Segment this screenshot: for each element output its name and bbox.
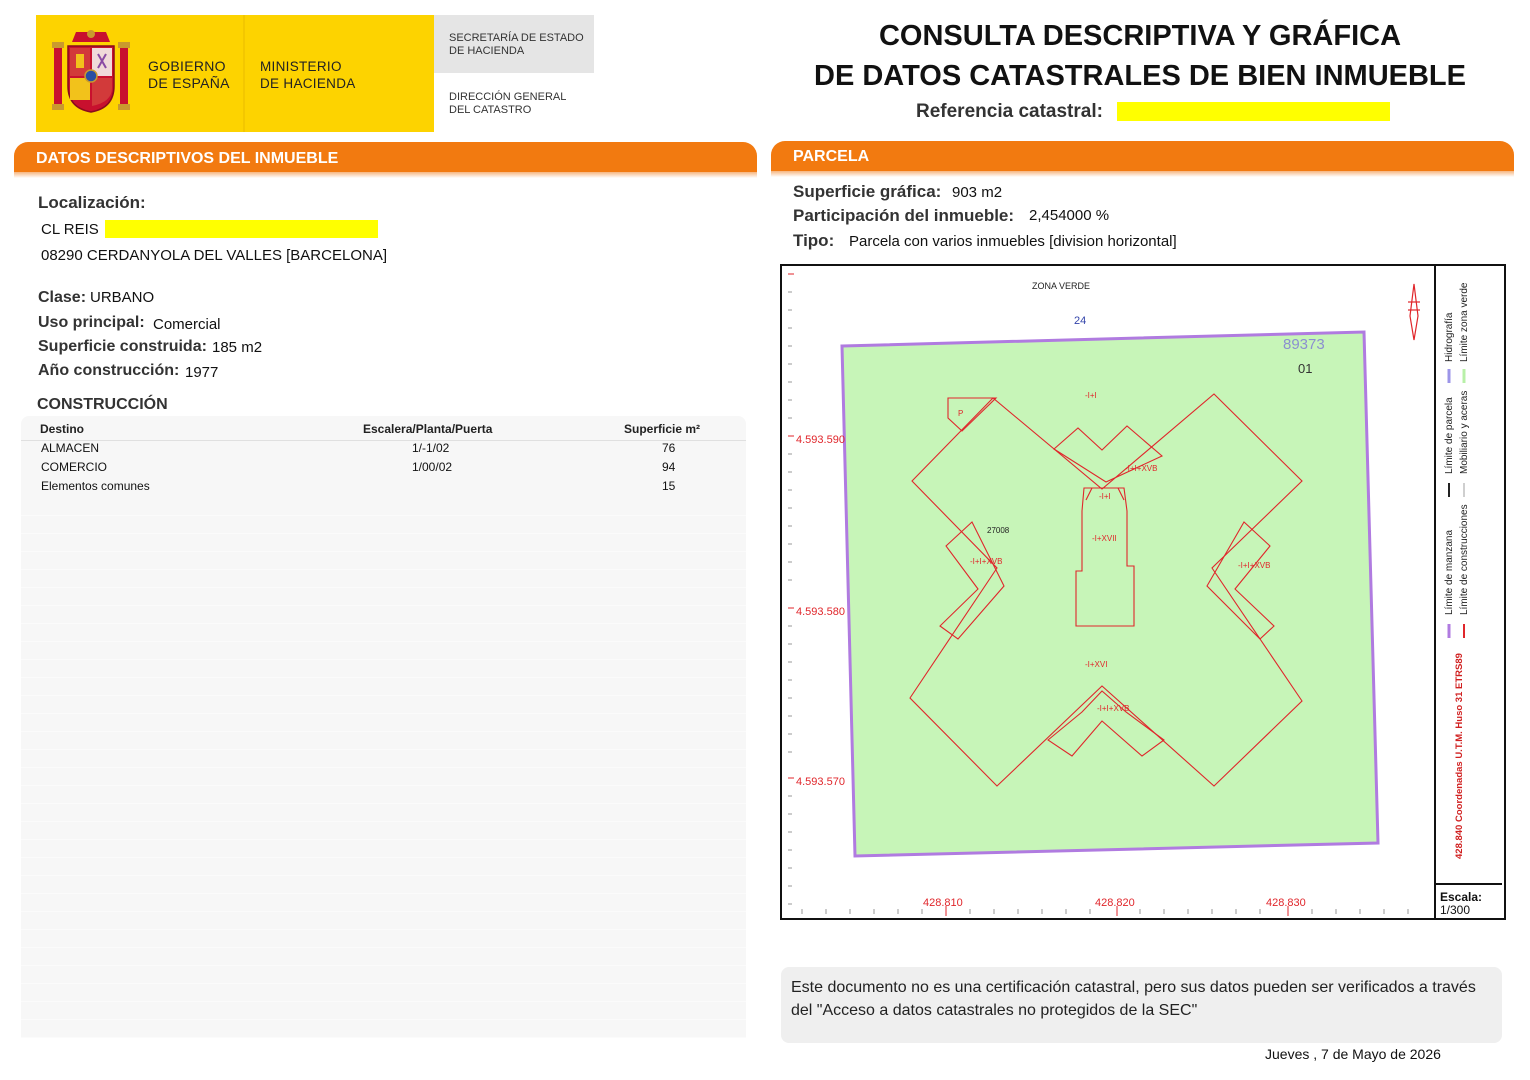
street-number-label: 24 (1074, 315, 1087, 327)
legend-item-zona-verde: Límite zona verde (1459, 282, 1470, 362)
parcela-header (771, 141, 1514, 173)
construction-label: -I+I (1099, 492, 1111, 501)
col-header-destino: Destino (40, 422, 85, 436)
tipo-label: Tipo: (793, 231, 835, 250)
superficie-construida-label: Superficie construida: (38, 338, 207, 355)
address-redaction (105, 220, 378, 238)
table-cell-superficie: 15 (662, 479, 676, 493)
y-coord-label: 4.593.570 (796, 776, 845, 788)
legend-item-manzana: Límite de manzana (1444, 529, 1455, 615)
participacion-label: Participación del inmueble: (793, 206, 1015, 225)
construction-label: -I+I+XVB (1125, 464, 1158, 473)
table-cell-destino: Elementos comunes (41, 479, 150, 493)
address-line-1: CL REIS (41, 221, 99, 238)
construction-label: -I+I+XVB (1097, 704, 1130, 713)
direccion-catastro-text: DIRECCIÓN GENERAL DEL CATASTRO (449, 91, 567, 116)
construction-label: -I+XVI (1085, 660, 1108, 669)
legend-item-parcela: Límite de parcela (1444, 397, 1455, 474)
left-ruler (788, 274, 794, 904)
gobierno-espana-text: GOBIERNO DE ESPAÑA (148, 58, 230, 91)
ministerio-hacienda-text: MINISTERIO DE HACIENDA (260, 59, 356, 91)
cadastral-map (782, 266, 1434, 916)
tipo-value: Parcela con varios inmuebles [division horizontal] (849, 233, 1177, 250)
map-legend (1436, 266, 1502, 881)
parcel-area (842, 332, 1378, 856)
y-coord-label: 4.593.580 (796, 606, 845, 618)
col-header-escalera: Escalera/Planta/Puerta (363, 422, 493, 436)
parcel-id-label: 89373 (1283, 336, 1325, 353)
table-cell-destino: ALMACEN (41, 441, 100, 455)
uso-principal-label: Uso principal: (38, 314, 145, 331)
x-coord-label: 428.810 (923, 897, 963, 909)
construction-label: P (958, 409, 964, 418)
uso-principal-value: Comercial (153, 316, 221, 333)
construccion-table (21, 416, 746, 1038)
north-arrow-icon (1408, 284, 1420, 340)
scale-value: 1/300 (1440, 903, 1471, 917)
legend-item-construcciones: Límite de construcciones (1459, 504, 1470, 615)
table-cell-superficie: 94 (662, 460, 676, 474)
x-coord-label: 428.820 (1095, 897, 1135, 909)
localizacion-label: Localización: (38, 193, 146, 212)
legend-item-hidrografia: Hidrografía (1444, 312, 1455, 362)
document-date: Jueves , 7 de Mayo de 2026 (1265, 1046, 1441, 1062)
construction-label: -I+I+XVB (970, 557, 1003, 566)
construction-label: -I+XVII (1092, 534, 1117, 543)
sub-parcel-label: 01 (1298, 361, 1313, 376)
superficie-construida-value: 185 m2 (212, 339, 263, 356)
disclaimer-box (781, 967, 1502, 1043)
disclaimer-text: Este documento no es una certificación catastral, pero sus datos pueden ser verificados a través del "Acceso a datos catastrales no protegidos de la SEC" (791, 979, 1476, 1019)
datos-descriptivos-header (14, 142, 757, 174)
col-header-superficie: Superficie m² (624, 422, 701, 436)
table-empty-rows (21, 498, 746, 1038)
y-coord-label: 4.593.590 (796, 434, 845, 446)
scale-label: Escala: (1440, 890, 1483, 904)
block-id-label: 27008 (987, 526, 1010, 535)
anio-construccion-label: Año construcción: (38, 362, 180, 379)
construccion-title: CONSTRUCCIÓN (37, 396, 168, 413)
logo-divider (243, 15, 245, 132)
referencia-catastral-value (1117, 102, 1390, 121)
participacion-value: 2,454000 % (1029, 207, 1110, 224)
table-cell-escalera: 1/00/02 (412, 460, 453, 474)
anio-construccion-value: 1977 (185, 364, 219, 381)
zona-verde-label: ZONA VERDE (1032, 281, 1091, 291)
scale-separator (1436, 883, 1502, 885)
table-cell-superficie: 76 (662, 441, 676, 455)
referencia-catastral-label: Referencia catastral: (916, 101, 1103, 122)
coat-of-arms-icon (50, 28, 132, 116)
construction-label: -I+I+XVB (1238, 561, 1271, 570)
utm-coordinates-label: 428.840 Coordenadas U.T.M. Huso 31 ETRS89 (1454, 653, 1465, 859)
table-header-divider (21, 440, 746, 441)
secretaria-estado-text: SECRETARÍA DE ESTADO DE HACIENDA (449, 32, 584, 57)
parcela-title: PARCELA (793, 148, 870, 165)
address-line-2: 08290 CERDANYOLA DEL VALLES [BARCELONA] (41, 247, 387, 264)
clase-value: URBANO (90, 289, 155, 306)
table-cell-destino: COMERCIO (41, 460, 107, 474)
datos-descriptivos-title: DATOS DESCRIPTIVOS DEL INMUEBLE (36, 150, 339, 167)
table-cell-escalera: 1/-1/02 (412, 441, 450, 455)
superficie-grafica-value: 903 m2 (952, 184, 1003, 201)
clase-label: Clase: (38, 289, 87, 306)
scale-box (1440, 891, 1482, 917)
construction-label: -I+I (1085, 391, 1097, 400)
header-shadow (14, 172, 757, 178)
page-title: CONSULTA DESCRIPTIVA Y GRÁFICA DE DATOS CATASTRALES DE BIEN INMUEBLE (814, 20, 1466, 92)
superficie-grafica-label: Superficie gráfica: (793, 182, 942, 201)
x-coord-label: 428.830 (1266, 897, 1306, 909)
legend-item-mobiliario: Mobiliario y aceras (1459, 390, 1470, 474)
header-shadow (771, 171, 1514, 177)
